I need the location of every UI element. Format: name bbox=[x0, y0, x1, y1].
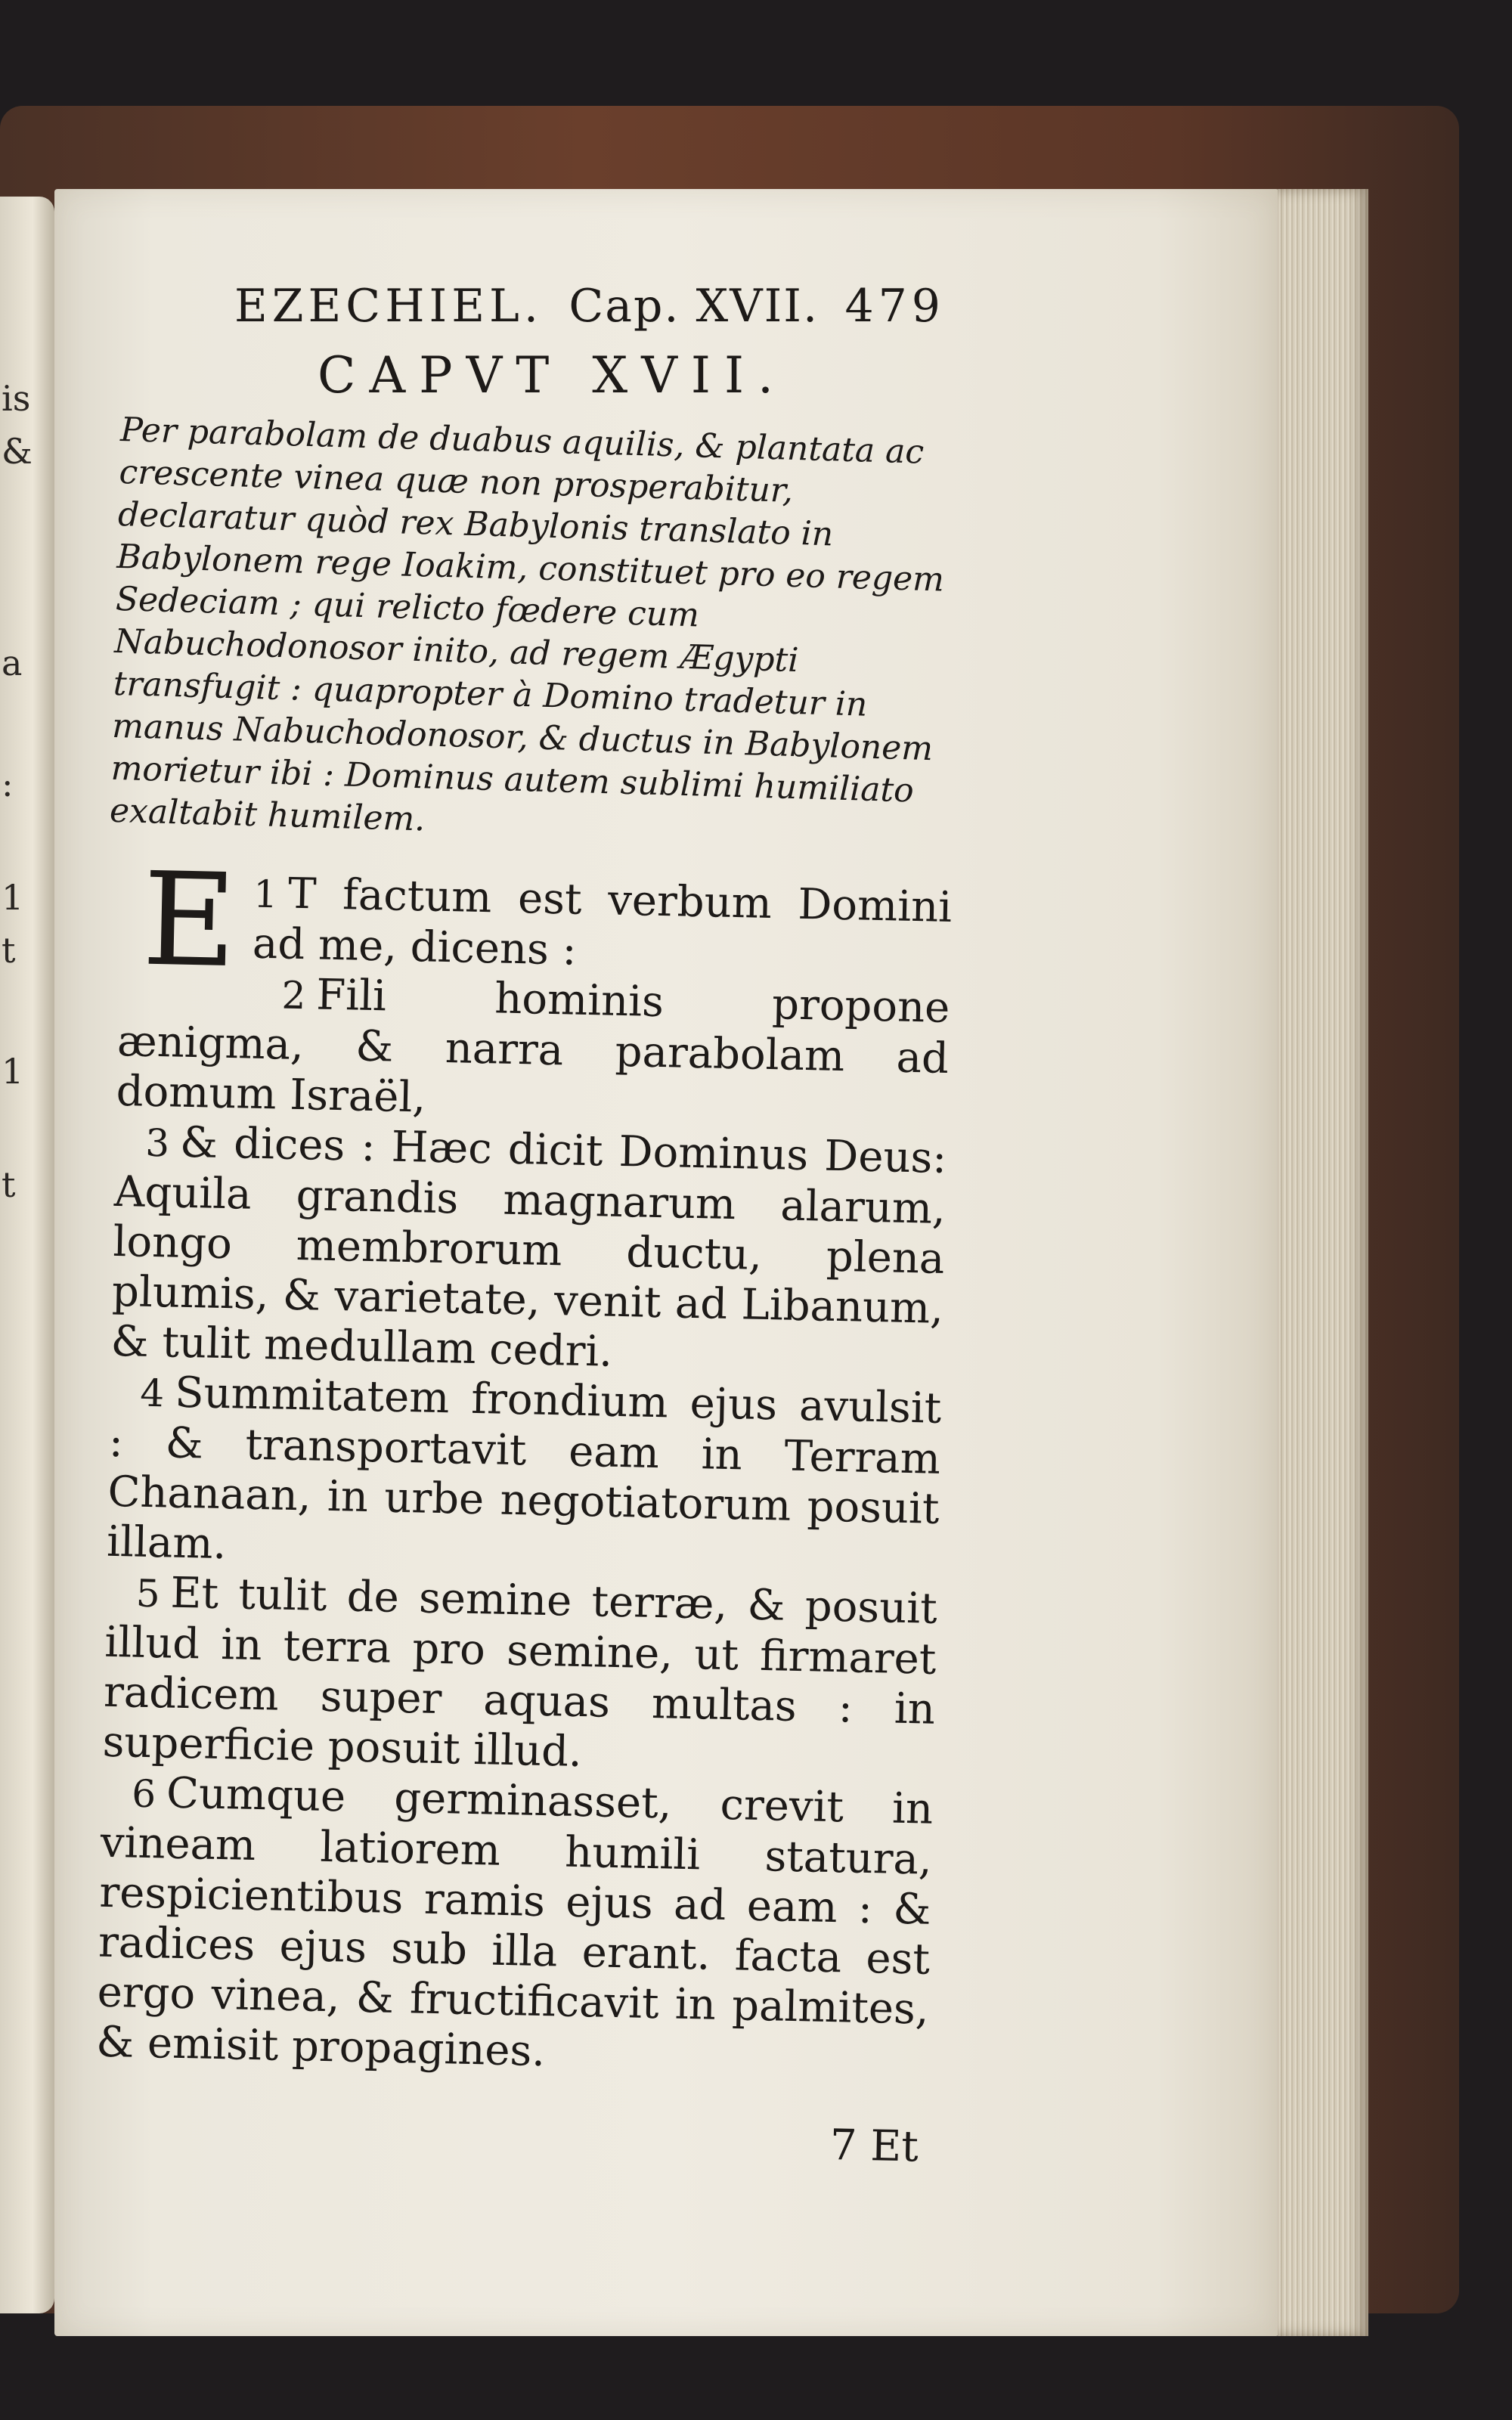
left-fragment: is bbox=[2, 378, 31, 419]
verse-text: Summitatem frondium ejus avulsit : & transportavit eam in Terram Chanaan, in urbe negotiatorum posuit illam. bbox=[106, 1368, 942, 1569]
verse-6 bbox=[96, 1768, 934, 2085]
left-fragment: 1 bbox=[2, 877, 24, 918]
catchword: 7 Et bbox=[829, 2121, 919, 2172]
verse-text: Et tulit de semine terræ, & posuit illud in terra pro semine, ut firmaret radicem super aquas multas : in superficie posuit illud. bbox=[102, 1568, 938, 1777]
verse-5 bbox=[102, 1567, 937, 1785]
verse-number: 1 bbox=[253, 872, 278, 917]
left-fragment: a bbox=[2, 643, 23, 683]
verse-number: 3 bbox=[144, 1120, 170, 1166]
verse-text: Cumque germinasset, crevit in vineam latiorem humili statura, respicientibus ramis ejus ad eam : & radices ejus sub illa erant. facta est ergo vinea, & fructificavit in palmites, & emisit propagines. bbox=[95, 1768, 934, 2077]
left-fragment: : bbox=[2, 764, 14, 804]
verse-2 bbox=[116, 966, 950, 1134]
left-fragment: t bbox=[2, 930, 16, 971]
verse-text: T factum est verbum Domini ad me, dicens : bbox=[252, 869, 953, 975]
verse-number: 6 bbox=[131, 1771, 156, 1817]
verse-number: 5 bbox=[135, 1571, 161, 1616]
left-page-edge bbox=[0, 197, 54, 2313]
page-edges bbox=[1278, 189, 1368, 2336]
verse-text: & dices : Hæc dicit Dominus Deus: Aquila grandis magnarum alarum, longo membrorum ductu, plena plumis, & varietate, venit ad Libanum, & tulit medullam cedri. bbox=[110, 1117, 947, 1377]
verse-3 bbox=[110, 1117, 947, 1384]
chapter-summary: Per parabolam de duabus aquilis, & plantata ac crescente vinea quæ non prosperabitur, declaratur quòd rex Babylonis translato in Babylonem rege Ioakim, constituet pro eo regem Sedeciam ; qui relicto fœdere cum Nabuchodonosor inito, ad regem Ægypti transfugit : quapropter à Domino tradetur in manus Nabuchodonosor, & ductus in Babylonem morietur ibi : Dominus autem sublimi humiliato exaltabit humilem. bbox=[109, 410, 945, 839]
verse-text: Fili hominis propone ænigma, & narra parabolam ad domum Israël, bbox=[116, 970, 950, 1123]
caput-title: CAPVT XVII. bbox=[318, 346, 788, 404]
verse-1 bbox=[119, 844, 953, 997]
left-fragment: & bbox=[2, 431, 33, 472]
verse-list bbox=[94, 844, 953, 2173]
left-fragment: t bbox=[2, 1164, 16, 1205]
page-text bbox=[95, 280, 953, 2172]
verse-number: 2 bbox=[280, 973, 306, 1018]
running-header bbox=[234, 280, 945, 333]
left-fragment: 1 bbox=[2, 1051, 24, 1092]
page-number: 479 bbox=[844, 280, 945, 333]
chapter-label: Cap. XVII. bbox=[569, 280, 820, 333]
verse-4 bbox=[107, 1367, 942, 1585]
book-title: EZECHIEL. bbox=[234, 280, 543, 333]
drop-cap: E bbox=[141, 844, 238, 997]
verse-number: 4 bbox=[139, 1371, 165, 1416]
